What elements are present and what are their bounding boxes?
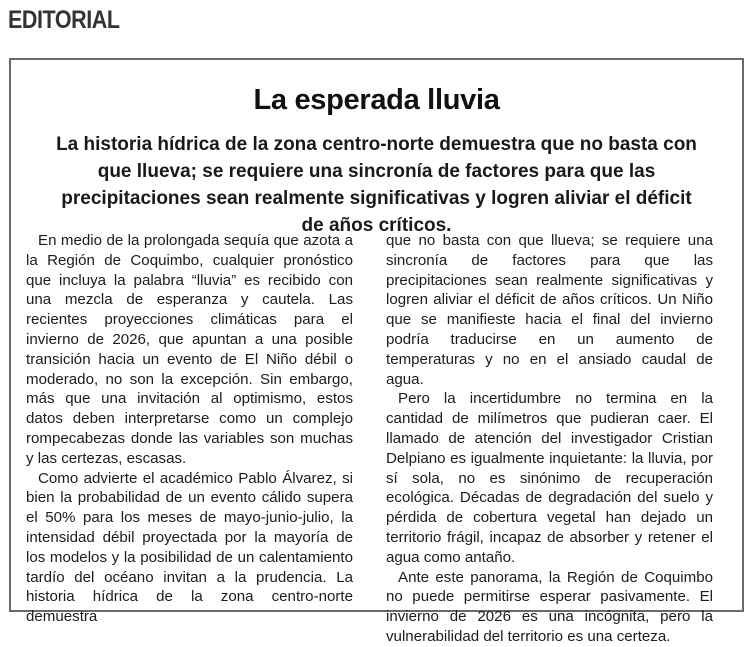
body-column-right <box>386 231 713 647</box>
body-column-left <box>26 231 353 627</box>
body-paragraph: Pero la incertidumbre no termina en la cantidad de milímetros que pudieran caer. El llamado de atención del investigador Cristian Delpiano es igualmente inquietante: la lluvia, por sí sola, no es sinónimo de recuperación ecológica. Décadas de degradación del suelo y pérdida de cobertura vegetal han dejado un territorio frágil, incapaz de absorber y retener el agua como antaño. <box>386 390 713 566</box>
deck-subtitle: La historia hídrica de la zona centro-norte demuestra que no basta con que llueva; se requiere una sincronía de factores para que las precipitaciones sean realmente significativas y logren aliviar el déficit de años críticos. <box>56 134 697 236</box>
body-paragraph: En medio de la prolongada sequía que azota a la Región de Coquimbo, cualquier pronóstico que incluya la palabra “lluvia” es recibido con una mezcla de esperanza y cautela. Las recientes proyecciones climáticas para el invierno de 2026, que apuntan a una posible transición hacia un evento de El Niño débil o moderado, no son la excepción. Sin embargo, más que una invitación al optimismo, estos datos deben interpretarse como un complejo rompecabezas donde las variables son muchas y las certezas, escasas. <box>26 232 353 467</box>
body-paragraph: que no basta con que llueva; se requiere una sincronía de factores para que las precipitaciones sean realmente significativas y logren aliviar el déficit de años críticos. Un Niño que se manifieste hacia el final del invierno podría traducirse en un aumento de temperaturas y no en el ansiado caudal de agua. <box>386 232 713 388</box>
headline: La esperada lluvia <box>253 84 500 116</box>
editorial-box <box>9 58 744 645</box>
body-paragraph: Ante este panorama, la Región de Coquimbo no puede permitirse esperar pasivamente. El invierno de 2026 es una incógnita, pero la vulnerabilidad del territorio es una certeza. <box>386 568 713 645</box>
section-label: EDITORIAL <box>8 6 120 34</box>
body-paragraph: Como advierte el académico Pablo Álvarez, si bien la probabilidad de un evento cálido supera el 50% para los meses de mayo-junio-julio, la intensidad débil proyectada por la mayoría de los modelos y la posibilidad de un calentamiento tardío del océano invitan a la prudencia. La historia hídrica de la zona centro-norte demuestra <box>26 469 353 626</box>
